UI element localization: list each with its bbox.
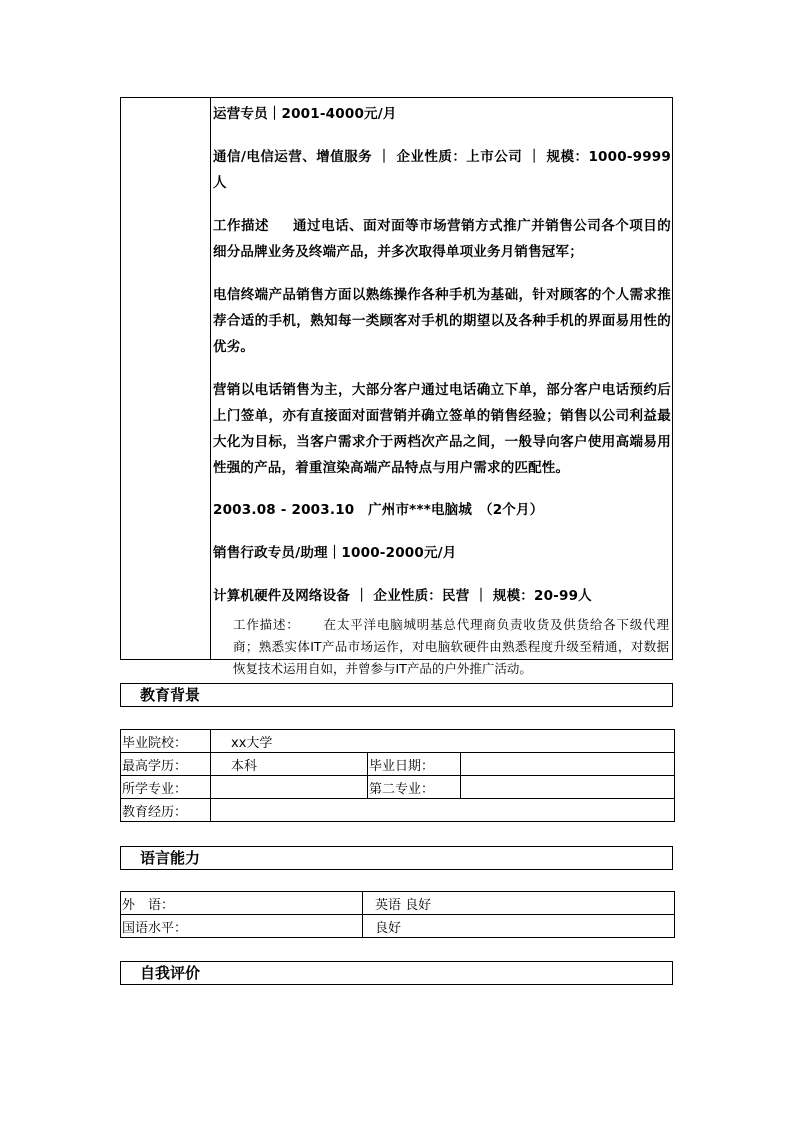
work-experience-block (120, 97, 673, 676)
major-value (211, 776, 368, 799)
grad-date-value (461, 753, 675, 776)
history-label: 教育经历： (121, 799, 211, 822)
foreign-language-value: 英语 良好 (363, 892, 675, 915)
job2-period: 2003.08 - 2003.10 广州市***电脑城 （2个月） (213, 502, 544, 518)
job1-para3: 营销以电话销售为主，大部分客户通过电话确立下单，部分客户电话预约后上门签单，亦有直接面对面营销并确立签单的销售经验；销售以公司利益最大化为目标，当客户需求介于两档次产品之间，一般导向客户使用高端易用性强的产品，着重渲染高端产品特点与用户需求的匹配性。 (213, 382, 671, 476)
language-section-header (120, 846, 673, 870)
job2-industry: 计算机硬件及网络设备 ｜ 企业性质：民营 ｜ 规模：20-99人 (213, 588, 592, 604)
job1-desc-text: 通过电话、面对面等市场营销方式推广并销售公司各个项目的细分品牌业务及终端产品，并多次取得单项业务月销售冠军； (213, 218, 671, 260)
education-section-header (120, 683, 673, 707)
table-row (121, 799, 675, 822)
table-row (121, 730, 675, 753)
major-label: 所学专业： (121, 776, 211, 799)
degree-value: 本科 (211, 753, 368, 776)
job1-description (213, 213, 671, 265)
language-header-title: 语言能力 (140, 849, 201, 867)
job2-title: 销售行政专员/助理｜1000-2000元/月 (213, 545, 457, 561)
table-row (121, 915, 675, 938)
school-value: xx大学 (211, 730, 675, 753)
job2-description (213, 614, 671, 680)
grad-date-label: 毕业日期： (368, 753, 461, 776)
job1-para2: 电信终端产品销售方面以熟练操作各种手机为基础，针对顾客的个人需求推荐合适的手机，熟知每一类顾客对手机的期望以及各种手机的界面易用性的优劣。 (213, 287, 671, 355)
table-row (121, 753, 675, 776)
mandarin-label: 国语水平： (121, 915, 363, 938)
work-left-column (121, 98, 211, 659)
language-table (120, 891, 675, 938)
degree-label: 最高学历： (121, 753, 211, 776)
job1-industry: 通信/电信运营、增值服务 ｜ 企业性质：上市公司 ｜ 规模：1000-9999人 (213, 149, 671, 191)
self-eval-header-title: 自我评价 (140, 964, 201, 982)
history-value (211, 799, 675, 822)
education-table (120, 729, 675, 822)
foreign-language-label: 外 语： (121, 892, 363, 915)
table-row (121, 892, 675, 915)
education-header-title: 教育背景 (140, 686, 201, 704)
second-major-label: 第二专业： (368, 776, 461, 799)
work-content (213, 98, 671, 680)
job2-desc-label: 工作描述： (233, 617, 300, 632)
mandarin-value: 良好 (363, 915, 675, 938)
second-major-value (461, 776, 675, 799)
job1-title: 运营专员｜2001-4000元/月 (213, 106, 397, 122)
job1-desc-label: 工作描述 (213, 218, 270, 234)
table-row (121, 776, 675, 799)
job2-desc-text: 在太平洋电脑城明基总代理商负责收货及供货给各下级代理商；熟悉实体IT产品市场运作，对电脑软硬件由熟悉程度升级至精通，对数据恢复技术运用自如，并曾参与IT产品的户外推广活动。 (233, 617, 669, 676)
self-eval-section-header (120, 961, 673, 985)
school-label: 毕业院校： (121, 730, 211, 753)
